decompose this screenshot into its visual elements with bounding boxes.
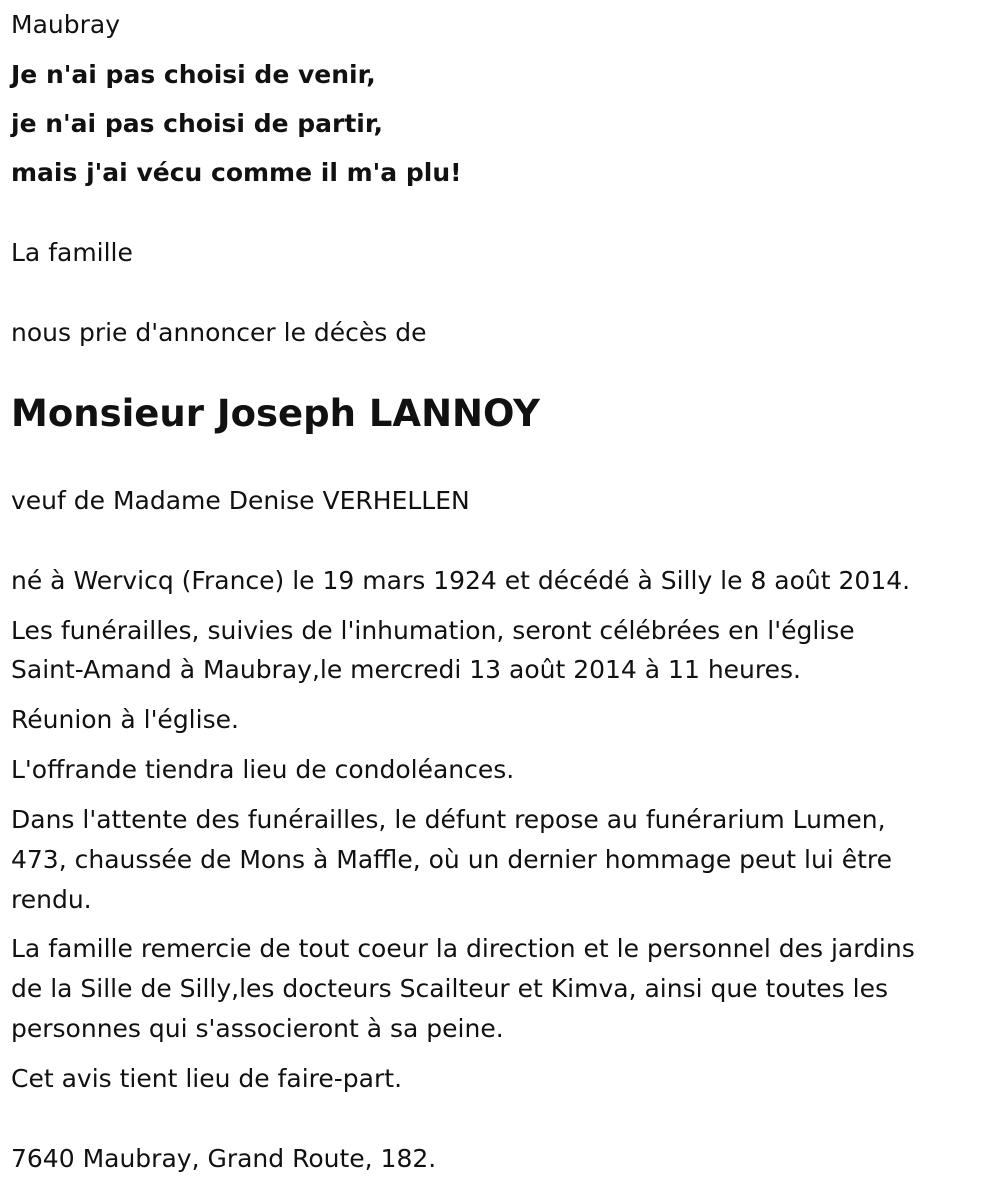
spouse-line: veuf de Madame Denise VERHELLEN — [11, 486, 470, 515]
thanks-line-3: personnes qui s'associeront à sa peine. — [11, 1014, 504, 1043]
quote-line-3: mais j'ai vécu comme il m'a plu! — [11, 158, 462, 187]
family-line: La famille — [11, 238, 133, 267]
quote-line-1: Je n'ai pas choisi de venir, — [11, 60, 376, 89]
meeting-line: Réunion à l'église. — [11, 705, 239, 734]
birth-death-line: né à Wervicq (France) le 19 mars 1924 et décédé à Silly le 8 août 2014. — [11, 566, 911, 595]
deceased-name: Monsieur Joseph LANNOY — [11, 392, 540, 435]
thanks-line-1: La famille remercie de tout coeur la direction et le personnel des jardins — [11, 934, 915, 963]
location-heading: Maubray — [11, 10, 120, 39]
repose-line-3: rendu. — [11, 885, 92, 914]
funeral-line-1: Les funérailles, suivies de l'inhumation, seront célébrées en l'église — [11, 616, 855, 645]
funeral-line-2: Saint-Amand à Maubray,le mercredi 13 août 2014 à 11 heures. — [11, 655, 801, 684]
notice-line: Cet avis tient lieu de faire-part. — [11, 1064, 403, 1093]
address-line: 7640 Maubray, Grand Route, 182. — [11, 1144, 437, 1173]
thanks-line-2: de la Sille de Silly,les docteurs Scailteur et Kimva, ainsi que toutes les — [11, 974, 889, 1003]
offering-line: L'offrande tiendra lieu de condoléances. — [11, 755, 515, 784]
announcement-line: nous prie d'annoncer le décès de — [11, 318, 427, 347]
repose-line-2: 473, chaussée de Mons à Maffle, où un dernier hommage peut lui être — [11, 845, 892, 874]
repose-line-1: Dans l'attente des funérailles, le défunt repose au funérarium Lumen, — [11, 805, 886, 834]
quote-line-2: je n'ai pas choisi de partir, — [11, 109, 384, 138]
